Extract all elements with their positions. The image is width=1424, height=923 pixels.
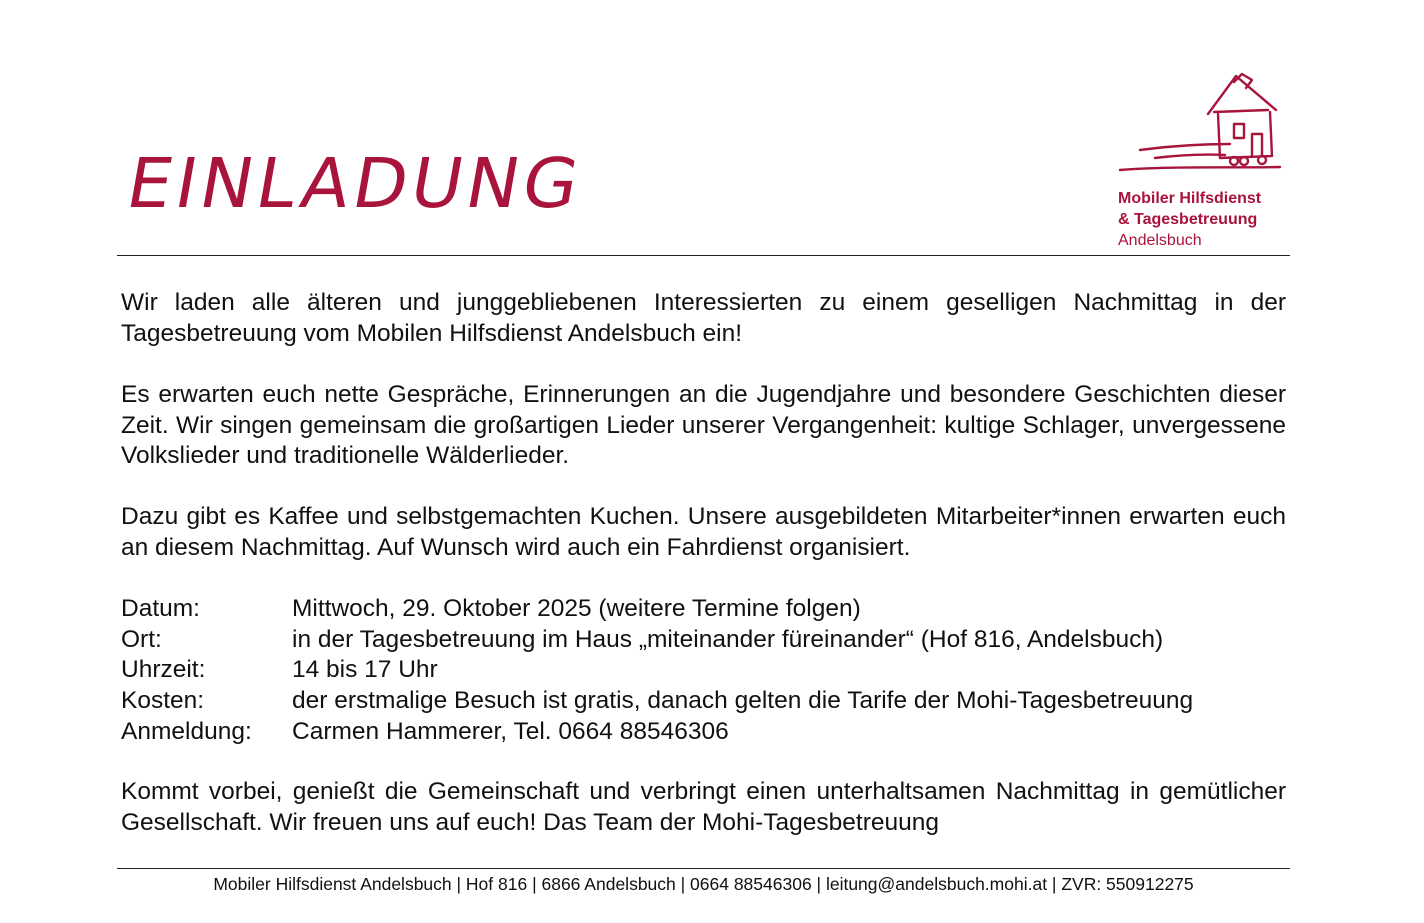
intro-paragraph: Wir laden alle älteren und junggebliebenen Interessierten zu einem geselligen Nachmittag in der Tagesbetreuung vom Mobilen Hilfsdienst Andelsbuch ein! — [121, 289, 1286, 347]
detail-row-time — [121, 655, 1291, 686]
logo-text-line3: Andelsbuch — [1118, 232, 1202, 249]
activities-paragraph: Es erwarten euch nette Gespräche, Erinnerungen an die Jugendjahre und besondere Geschichten dieser Zeit. Wir singen gemeinsam die großartigen Lieder unserer Vergangenheit: kultige Schlager, unvergessene Volkslieder und traditionelle Wälderlieder. — [121, 381, 1286, 469]
detail-value: der erstmalige Besuch ist gratis, danach gelten die Tarife der Mohi-Tagesbetreuung — [292, 687, 1194, 715]
detail-label: Kosten: — [121, 687, 205, 715]
detail-row-registration — [121, 717, 1291, 748]
detail-label: Ort: — [121, 625, 162, 653]
header-divider — [117, 255, 1290, 256]
detail-row-date — [121, 594, 1291, 625]
footer-contact: Mobiler Hilfsdienst Andelsbuch | Hof 816 | 6866 Andelsbuch | 0664 88546306 | leitung@andelsbuch.mohi.at | ZVR: 550912275 — [213, 874, 1194, 894]
detail-label: Datum: — [121, 595, 200, 622]
refreshments-paragraph: Dazu gibt es Kaffee und selbstgemachten Kuchen. Unsere ausgebildeten Mitarbeiter*innen erwarten euch an diesem Nachmittag. Auf Wunsch wird auch ein Fahrdienst organisiert. — [121, 503, 1286, 561]
footer-divider — [117, 868, 1290, 869]
house-drawing-icon — [1110, 60, 1300, 190]
detail-row-location — [121, 625, 1291, 656]
detail-value: 14 bis 17 Uhr — [292, 656, 438, 684]
detail-label: Uhrzeit: — [121, 656, 206, 684]
detail-value: Carmen Hammerer, Tel. 0664 88546306 — [292, 717, 729, 745]
detail-value: in der Tagesbetreuung im Haus „miteinander füreinander“ (Hof 816, Andelsbuch) — [292, 625, 1164, 653]
detail-row-costs — [121, 686, 1291, 717]
closing-paragraph: Kommt vorbei, genießt die Gemeinschaft und verbringt einen unterhaltsamen Nachmittag in gemütlicher Gesellschaft. Wir freuen uns auf euch! Das Team der Mohi-Tagesbetreuung — [121, 778, 1286, 836]
detail-value: Mittwoch, 29. Oktober 2025 (weitere Termine folgen) — [292, 595, 861, 622]
logo-text-line1: Mobiler Hilfsdienst — [1118, 190, 1262, 207]
organization-logo — [1110, 60, 1300, 255]
logo-text-line2: & Tagesbetreuung — [1118, 211, 1258, 228]
page-title: EINLADUNG — [120, 143, 589, 224]
event-details — [121, 594, 1291, 748]
detail-label: Anmeldung: — [121, 717, 252, 745]
